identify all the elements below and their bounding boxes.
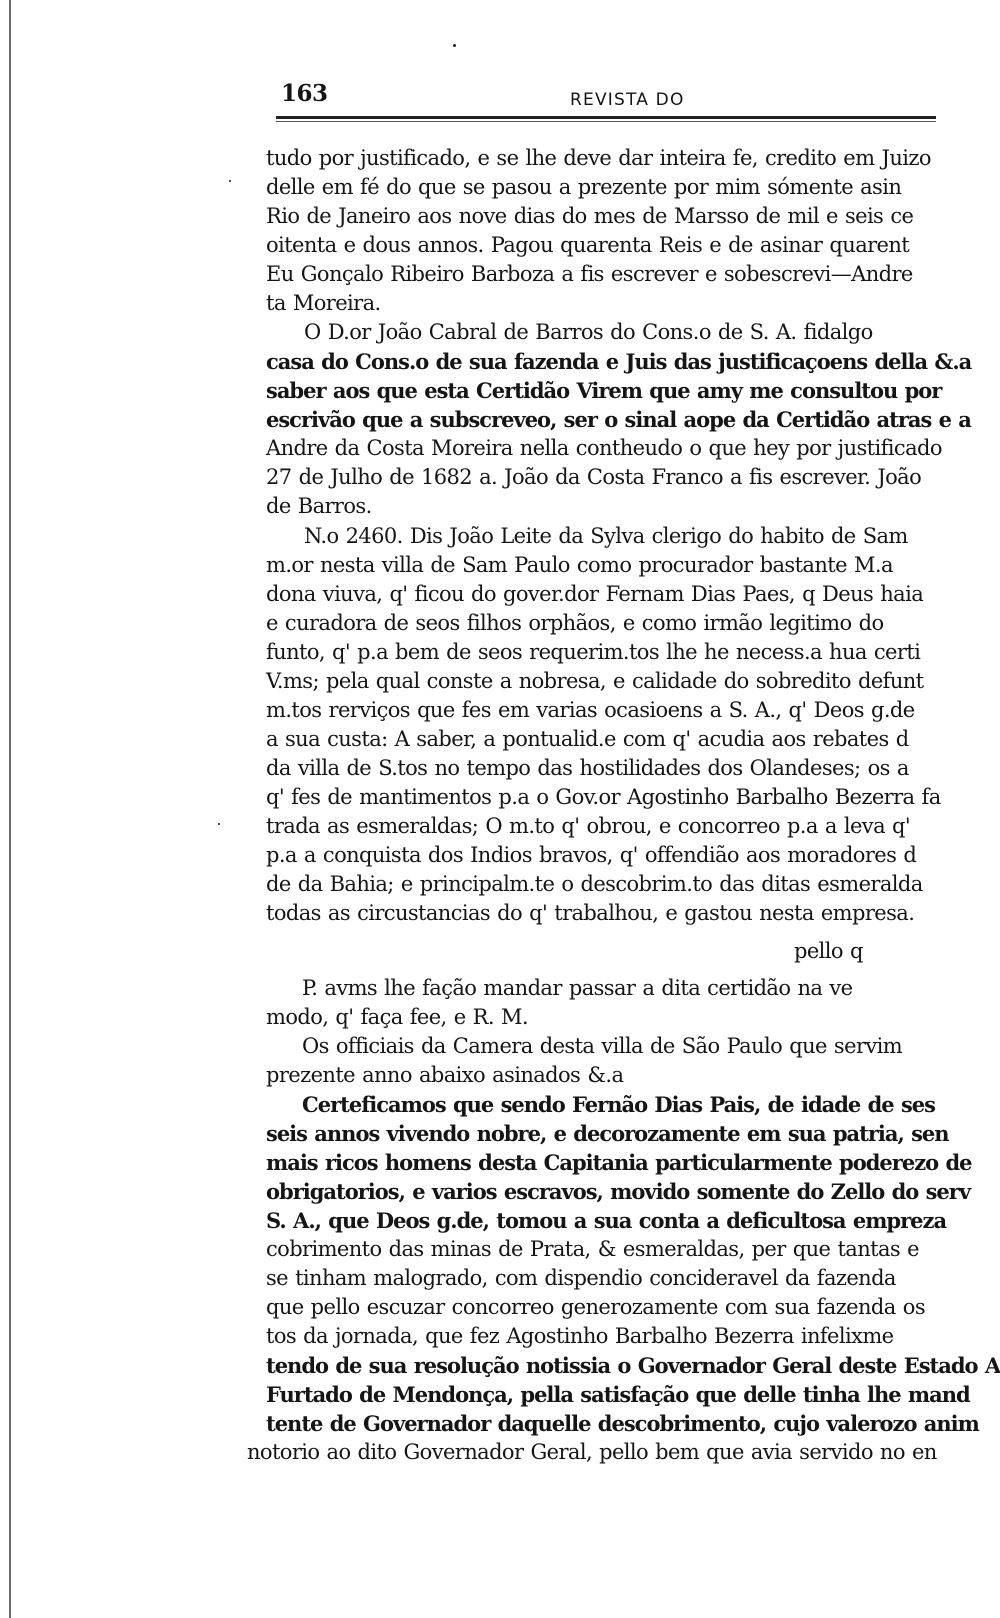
text-line: P. avms lhe fação mandar passar a dita certidão na ve xyxy=(302,976,853,1000)
text-line: se tinham malogrado, com dispendio concideravel da fazenda xyxy=(266,1266,896,1290)
header-rule xyxy=(276,121,936,122)
text-line: tendo de sua resolução notissia o Governador Geral deste Estado A xyxy=(266,1353,1000,1378)
text-line: N.o 2460. Dis João Leite da Sylva clerigo do habito de Sam xyxy=(304,524,908,548)
text-line: Rio de Janeiro aos nove dias do mes de Marsso de mil e seis ce xyxy=(266,204,914,228)
text-line: notorio ao dito Governador Geral, pello bem que avia servido no en xyxy=(247,1440,937,1464)
text-line: p.a a conquista dos Indios bravos, q' offendião aos moradores d xyxy=(266,843,917,867)
text-line: da villa de S.tos no tempo das hostilidades dos Olandeses; os a xyxy=(266,756,909,780)
ink-speck xyxy=(218,823,220,825)
binding-edge-line xyxy=(9,0,11,1618)
text-line: todas as circustancias do q' trabalhou, e gastou nesta empresa. xyxy=(266,901,915,925)
text-line: m.or nesta villa de Sam Paulo como procurador bastante M.a xyxy=(266,553,893,577)
text-line: Os officiais da Camera desta villa de São Paulo que servim xyxy=(302,1034,903,1058)
running-title: REVISTA DO xyxy=(570,90,685,110)
text-line: e curadora de seos filhos orphãos, e como irmão legitimo do xyxy=(266,611,884,635)
text-line: Andre da Costa Moreira nella contheudo o que hey por justificado xyxy=(266,436,942,460)
text-line: tente de Governador daquelle descobrimento, cujo valerozo anim xyxy=(266,1411,979,1436)
header-rule xyxy=(276,116,936,119)
text-line: trada as esmeraldas; O m.to q' obrou, e concorreo p.a a leva q' xyxy=(266,814,911,838)
text-line: saber aos que esta Certidão Virem que amy me consultou por xyxy=(266,378,942,403)
text-line: de Barros. xyxy=(266,494,372,518)
text-line: modo, q' faça fee, e R. M. xyxy=(266,1005,528,1029)
text-line: casa do Cons.o de sua fazenda e Juis das justificaçoens della &.a xyxy=(266,349,972,374)
text-line: que pello escuzar concorreo generozamente com sua fazenda os xyxy=(266,1295,925,1319)
text-line: Eu Gonçalo Ribeiro Barboza a fis escrever e sobescrevi—Andre xyxy=(266,262,913,286)
text-line: pello q xyxy=(794,939,863,963)
text-line: prezente anno abaixo asinados &.a xyxy=(266,1063,624,1087)
text-line: funto, q' p.a bem de seos requerim.tos lhe he necess.a hua certi xyxy=(266,640,921,664)
text-line: ta Moreira. xyxy=(266,291,381,315)
text-line: tudo por justificado, e se lhe deve dar inteira fe, credito em Juizo xyxy=(266,146,931,170)
text-line: q' fes de mantimentos p.a o Gov.or Agostinho Barbalho Bezerra fa xyxy=(266,785,941,809)
text-line: delle em fé do que se pasou a prezente por mim sómente asin xyxy=(266,175,902,199)
text-line: mais ricos homens desta Capitania particularmente poderezo de xyxy=(266,1150,972,1175)
text-line: Certeficamos que sendo Fernão Dias Pais, de idade de ses xyxy=(302,1092,935,1117)
page-number: 163 xyxy=(281,80,328,107)
text-line: m.tos rerviços que fes em varias ocasioens a S. A., q' Deos g.de xyxy=(266,698,915,722)
text-line: Furtado de Mendonça, pella satisfação que delle tinha lhe mand xyxy=(266,1382,970,1407)
text-line: seis annos vivendo nobre, e decorozamente em sua patria, sen xyxy=(266,1121,949,1146)
text-line: 27 de Julho de 1682 a. João da Costa Franco a fis escrever. João xyxy=(266,465,922,489)
text-line: tos da jornada, que fez Agostinho Barbalho Bezerra infelixme xyxy=(266,1324,894,1348)
text-line: escrivão que a subscreveo, ser o sinal aope da Certidão atras e a xyxy=(266,407,971,432)
ink-speck xyxy=(229,180,231,182)
text-line: obrigatorios, e varios escravos, movido somente do Zello do serv xyxy=(266,1179,971,1204)
text-line: S. A., que Deos g.de, tomou a sua conta a deficultosa empreza xyxy=(266,1208,947,1233)
text-line: O D.or João Cabral de Barros do Cons.o de S. A. fidalgo xyxy=(304,320,873,344)
text-line: cobrimento das minas de Prata, & esmeraldas, per que tantas e xyxy=(266,1237,919,1261)
text-line: V.ms; pela qual conste a nobresa, e calidade do sobredito defunt xyxy=(266,669,924,693)
text-line: dona viuva, q' ficou do gover.dor Fernam Dias Paes, q Deus haia xyxy=(266,582,924,606)
text-line: a sua custa: A saber, a pontualid.e com q' acudia aos rebates d xyxy=(266,727,909,751)
ink-speck xyxy=(453,44,456,47)
text-line: oitenta e dous annos. Pagou quarenta Reis e de asinar quarent xyxy=(266,233,910,257)
text-line: de da Bahia; e principalm.te o descobrim.to das ditas esmeralda xyxy=(266,872,923,896)
